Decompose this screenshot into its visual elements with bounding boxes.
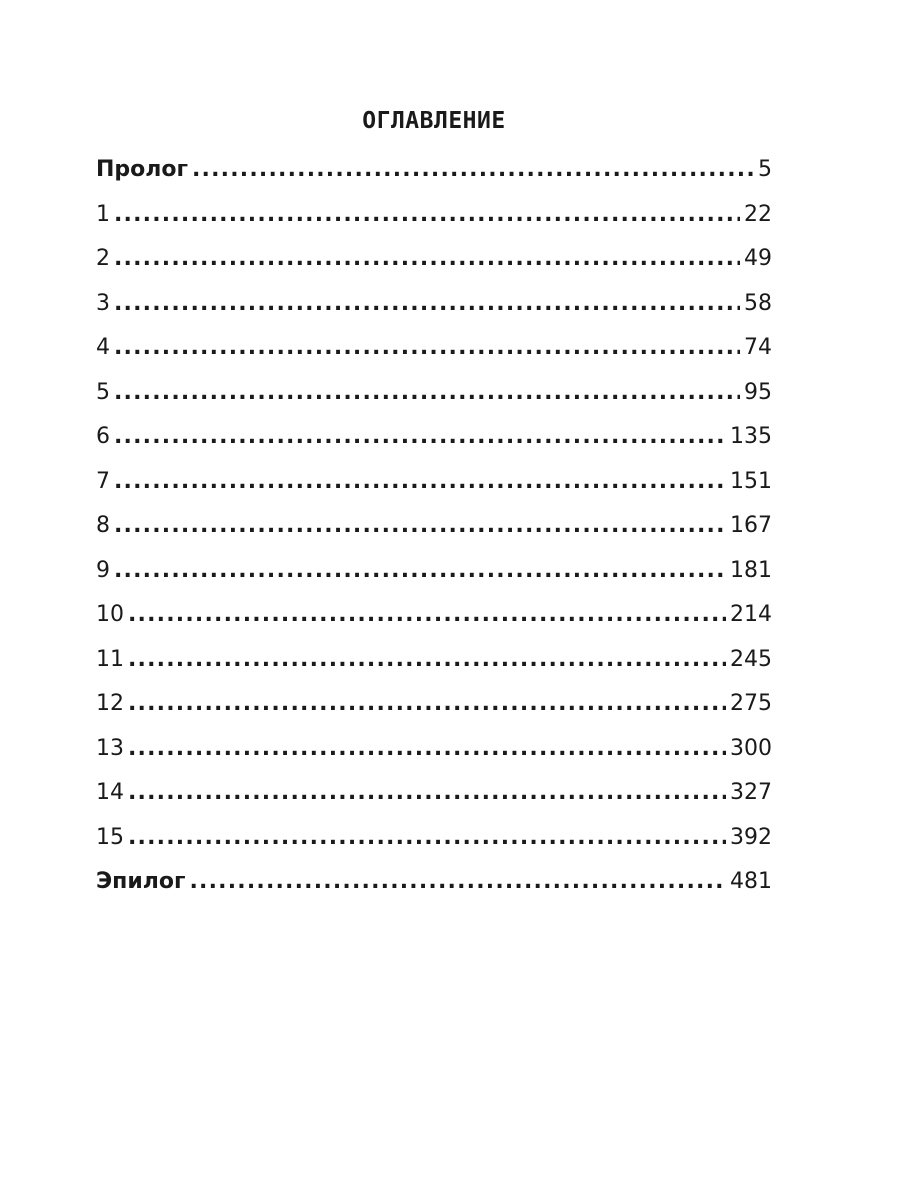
toc-entry [96,771,772,816]
toc-entry [96,237,772,282]
toc-entry-page-number: 5 [758,157,772,182]
toc-entry-page-number: 95 [744,379,772,405]
toc-entry [96,193,772,238]
dot-leader [189,860,726,905]
toc-entry [96,460,772,505]
dot-leader [114,460,726,505]
toc-entry-page-number: 167 [730,513,772,538]
toc-entry-label: 2 [96,246,110,271]
toc-entry [96,727,772,772]
toc-entry-page-number: 327 [730,780,772,805]
toc-entry-label: 14 [96,780,124,805]
toc-entry [96,371,772,416]
dot-leader [114,415,726,460]
toc-entry-page-number: 481 [730,869,772,894]
toc-entry-page-number: 245 [730,646,772,672]
toc-entry-page-number: 135 [730,424,772,449]
toc-entry-page-number: 275 [730,691,772,716]
dot-leader [128,682,726,727]
dot-leader [114,549,726,594]
dot-leader [192,148,754,193]
toc-entry-label: 15 [96,824,124,850]
toc-entry [96,816,772,861]
toc-entry [96,415,772,460]
toc-entry-label: Эпилог [96,869,186,894]
toc-entry-label: 11 [96,646,124,672]
dot-leader [128,727,726,772]
toc-entry-page-number: 214 [730,602,772,627]
toc-entry-label: 9 [96,557,110,583]
toc-entry [96,282,772,327]
toc-entry-page-number: 22 [744,201,772,227]
dot-leader [128,638,726,683]
dot-leader [128,593,726,638]
toc-entry [96,682,772,727]
toc-entry-page-number: 74 [744,335,772,360]
toc-entry-label: 13 [96,735,124,761]
toc-entry-label: 12 [96,691,124,716]
dot-leader [114,237,740,282]
dot-leader [114,282,740,327]
toc-entry-label: 5 [96,379,110,405]
page-title: ОГЛАВЛЕНИЕ [362,108,506,134]
toc-entry-label: 6 [96,424,110,449]
document-page [96,104,772,905]
toc-entry-page-number: 392 [730,824,772,850]
toc-entry-label: Пролог [96,157,188,182]
toc-entry [96,549,772,594]
toc-entry-label: 3 [96,290,110,316]
toc-entry-label: 4 [96,335,110,360]
dot-leader [114,326,740,371]
toc-entry-label: 1 [96,201,110,227]
toc-entry [96,860,772,905]
table-of-contents [96,148,772,905]
toc-entry-page-number: 300 [730,735,772,761]
toc-entry-label: 10 [96,602,124,627]
toc-entry-page-number: 58 [744,290,772,316]
toc-entry-label: 8 [96,513,110,538]
dot-leader [128,771,726,816]
toc-entry-label: 7 [96,468,110,494]
toc-entry [96,326,772,371]
toc-entry-page-number: 181 [730,557,772,583]
dot-leader [114,371,740,416]
toc-entry [96,638,772,683]
toc-entry [96,504,772,549]
dot-leader [128,816,726,861]
dot-leader [114,193,740,238]
toc-entry [96,593,772,638]
toc-entry-page-number: 151 [730,468,772,494]
dot-leader [114,504,726,549]
toc-entry [96,148,772,193]
toc-entry-page-number: 49 [744,246,772,271]
